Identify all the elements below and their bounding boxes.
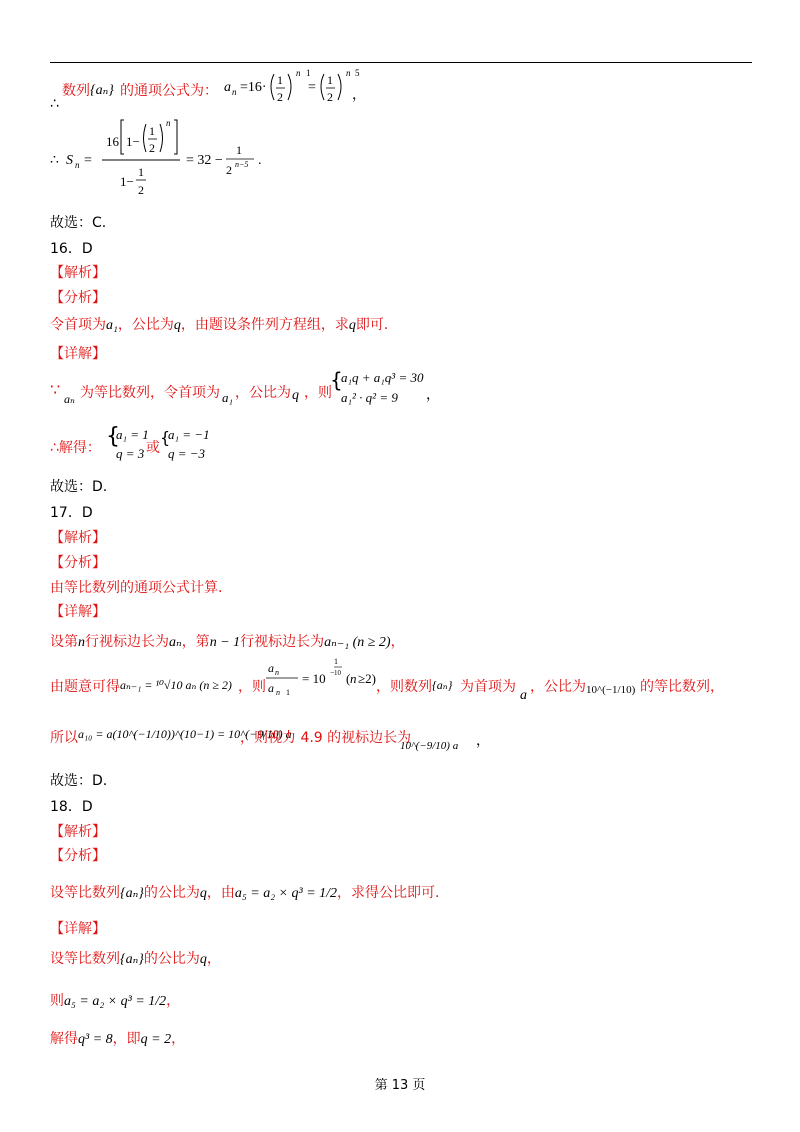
q17-l3-d: 10^(−9/10) a	[400, 740, 459, 752]
q17-number: 17．D	[50, 505, 93, 521]
svg-text:1: 1	[306, 68, 311, 78]
q16-q: q	[292, 388, 299, 403]
svg-text:1: 1	[236, 143, 242, 157]
comma: ，	[352, 87, 366, 103]
svg-text:a: a	[224, 80, 231, 95]
q16-xiangjie: 【详解】	[50, 346, 106, 362]
q16-d-g: ，	[426, 387, 440, 403]
q16-analysis-g: 即可.	[355, 317, 389, 333]
q16-sol1a: a₁ = 1	[116, 427, 149, 442]
q17-l1-n1: n − 1	[209, 635, 241, 650]
svg-text:1−: 1−	[120, 174, 134, 189]
q17-l2-k: 的等比数列，	[640, 679, 724, 695]
q17-l2-b: aₙ₋₁ = ¹⁰√10 aₙ (n ≥ 2)	[120, 678, 232, 692]
q16-analysis-q: q	[173, 318, 181, 333]
q18-d1-d: q	[199, 952, 207, 967]
q18-an-e: ，由	[206, 885, 235, 901]
svg-text:1: 1	[138, 165, 144, 179]
q17-l2-i: ，公比为	[530, 679, 586, 695]
q16-analysis-a1: a₁	[106, 318, 118, 333]
q16-sol1b: q = 3	[116, 446, 145, 461]
q18-d1-a: 设等比数列	[50, 951, 120, 967]
q17-l3-c: ，则视力 4.9 的视标边长为	[240, 730, 412, 746]
brace-sol2: {	[160, 428, 171, 447]
brace-left: {	[330, 368, 343, 392]
q17-l1-an1: aₙ₋₁ (n ≥ 2)	[324, 635, 391, 650]
q17-l1-c: 行视标边长为	[85, 634, 169, 650]
svg-text:= 10: = 10	[302, 671, 326, 686]
q16-d-d: ，公比为	[235, 385, 291, 401]
q18-detail2	[50, 992, 180, 1011]
text-tongxiang: 的通项公式为：	[120, 83, 218, 99]
svg-text:(: (	[346, 671, 351, 686]
q16-analysis-a: 令首项为	[50, 317, 106, 333]
q17-l3-b: a₁₀ = a(10^(−1/10))^(10−1) = 10^(−9/10) a	[78, 727, 292, 741]
svg-text:∴: ∴	[50, 153, 59, 168]
q17-l2-c: ，则	[238, 679, 266, 695]
svg-text:1: 1	[334, 657, 338, 666]
q17-l2-a: 由题意可得	[50, 679, 120, 695]
q16-an: aₙ	[64, 392, 75, 406]
q18-d1-b: {aₙ}	[120, 952, 144, 967]
q16-d-b: 为等比数列，令首项为	[80, 385, 220, 401]
q17-l1-e: ，第	[181, 634, 210, 650]
q18-d3-d: q = 2	[140, 1032, 172, 1047]
svg-text:=16·: =16·	[240, 80, 267, 95]
q18-d3-e: ，	[171, 1031, 186, 1047]
q17-l2-h: a	[520, 688, 527, 703]
q17-l2-j: 10^(−1/10)	[586, 684, 636, 696]
q17-l1-n: n	[78, 635, 85, 650]
q18-jiexi: 【解析】	[50, 824, 106, 840]
q18-d2-a: 则	[50, 993, 64, 1009]
svg-text:n: n	[166, 118, 171, 128]
svg-text:n−5: n−5	[235, 160, 249, 169]
q18-d2-c: ，	[166, 993, 181, 1009]
page-number: 第 13 页	[374, 1078, 426, 1093]
q18-d2-b: a₅ = a₂ × q³ = 1/2	[64, 994, 167, 1009]
svg-text:5: 5	[355, 68, 360, 78]
q16-d-f: ，则	[304, 385, 332, 401]
svg-text:=: =	[84, 153, 92, 168]
q17-l3-e: ，	[476, 733, 490, 749]
svg-text:n: n	[232, 87, 237, 97]
header-rule	[50, 62, 752, 63]
q16-number: 16．D	[50, 241, 93, 257]
q18-detail1	[50, 950, 221, 969]
svg-text:2: 2	[226, 163, 232, 177]
q18-number: 18．D	[50, 799, 93, 815]
svg-text:n: n	[296, 68, 301, 78]
svg-text:2: 2	[277, 90, 283, 104]
svg-text:= 32 −: = 32 −	[186, 153, 223, 168]
svg-text:n: n	[350, 671, 357, 686]
q18-detail3	[50, 1030, 185, 1049]
q17-l3-a: 所以	[50, 730, 78, 746]
q17-l2-e: ，则数列	[376, 679, 432, 695]
svg-text:a: a	[268, 681, 274, 695]
svg-text:1: 1	[149, 124, 155, 138]
q16-fenxi: 【分析】	[50, 290, 106, 306]
q15-choice: 故选：C.	[50, 215, 107, 231]
q18-an-g: ，求得公比即可.	[337, 885, 440, 901]
q18-an-b: {aₙ}	[120, 886, 144, 901]
q18-an-c: 的公比为	[143, 885, 200, 901]
q16-analysis-q2: q	[348, 318, 356, 333]
q16-sys1: a₁q + a₁q³ = 30	[341, 370, 424, 385]
q16-sol-or: 或	[146, 440, 160, 456]
q17-l1-i: ，	[390, 634, 405, 650]
q17-l2-g: 为首项为	[460, 679, 516, 695]
q18-xiangjie: 【详解】	[50, 921, 106, 937]
text-shulie: 数列	[62, 83, 90, 99]
q17-jiexi: 【解析】	[50, 530, 106, 546]
q16-a1: a₁	[222, 390, 234, 405]
because-symbol: ∵	[50, 380, 61, 399]
q18-d3-a: 解得	[50, 1031, 78, 1047]
q17-l1-a: 设第	[50, 634, 78, 650]
svg-text:≥2): ≥2)	[358, 671, 376, 686]
q18-d1-e: ，	[206, 951, 221, 967]
q18-d1-c: 的公比为	[143, 951, 200, 967]
q17-line1	[50, 633, 405, 652]
q17-xiangjie: 【详解】	[50, 604, 106, 620]
q16-sol2a: a₁ = −1	[168, 427, 210, 442]
svg-text:a: a	[268, 661, 274, 675]
q16-sol2b: q = −3	[168, 446, 206, 461]
brace-sol1: {	[106, 424, 120, 449]
svg-text:1: 1	[327, 73, 333, 87]
q18-an-f: a₅ = a₂ × q³ = 1/2	[234, 886, 338, 901]
q16-analysis-c: ，公比为	[117, 317, 174, 333]
q18-d3-b: q³ = 8	[78, 1032, 113, 1047]
svg-text:n: n	[346, 68, 351, 78]
q18-an-a: 设等比数列	[50, 885, 120, 901]
q17-l1-g: 行视标边长为	[240, 634, 325, 650]
svg-text:2: 2	[149, 141, 155, 155]
svg-text:1: 1	[277, 73, 283, 87]
q18-fenxi: 【分析】	[50, 848, 106, 864]
q16-sys2: a₁² · q² = 9	[341, 390, 398, 405]
svg-text:16: 16	[106, 134, 119, 149]
svg-text:2: 2	[138, 183, 144, 197]
q17-l1-an: aₙ	[169, 635, 182, 650]
svg-text:S: S	[66, 153, 73, 168]
svg-text:2: 2	[327, 90, 333, 104]
q17-l2-f: {aₙ}	[432, 678, 453, 692]
q17-ratio	[264, 654, 376, 698]
q17-fenxi: 【分析】	[50, 555, 106, 571]
svg-text:n: n	[75, 160, 80, 170]
therefore-symbol: ∴	[50, 96, 59, 112]
svg-text:n: n	[276, 688, 280, 697]
svg-text:−: −	[330, 668, 335, 677]
svg-text:.: .	[258, 153, 262, 168]
svg-text:1−: 1−	[126, 134, 140, 149]
an-formula	[222, 64, 362, 108]
q16-jiexi: 【解析】	[50, 265, 106, 281]
svg-text:1: 1	[286, 688, 290, 697]
seq-an: {aₙ}	[90, 83, 114, 98]
q18-an-d: q	[199, 886, 207, 901]
q16-choice: 故选：D.	[50, 479, 108, 495]
svg-text:n: n	[275, 668, 279, 677]
sn-formula	[46, 112, 266, 202]
q16-analysis-e: ，由题设条件列方程组，求	[180, 317, 349, 333]
q17-choice: 故选：D.	[50, 773, 108, 789]
q18-d3-c: ，即	[112, 1031, 141, 1047]
svg-text:10: 10	[334, 669, 341, 677]
q16-solve-label: ∴解得：	[50, 440, 101, 456]
q16-analysis	[50, 316, 388, 335]
q18-analysis	[50, 884, 440, 903]
q17-analysis: 由等比数列的通项公式计算.	[50, 580, 223, 596]
svg-text:=: =	[308, 80, 316, 95]
